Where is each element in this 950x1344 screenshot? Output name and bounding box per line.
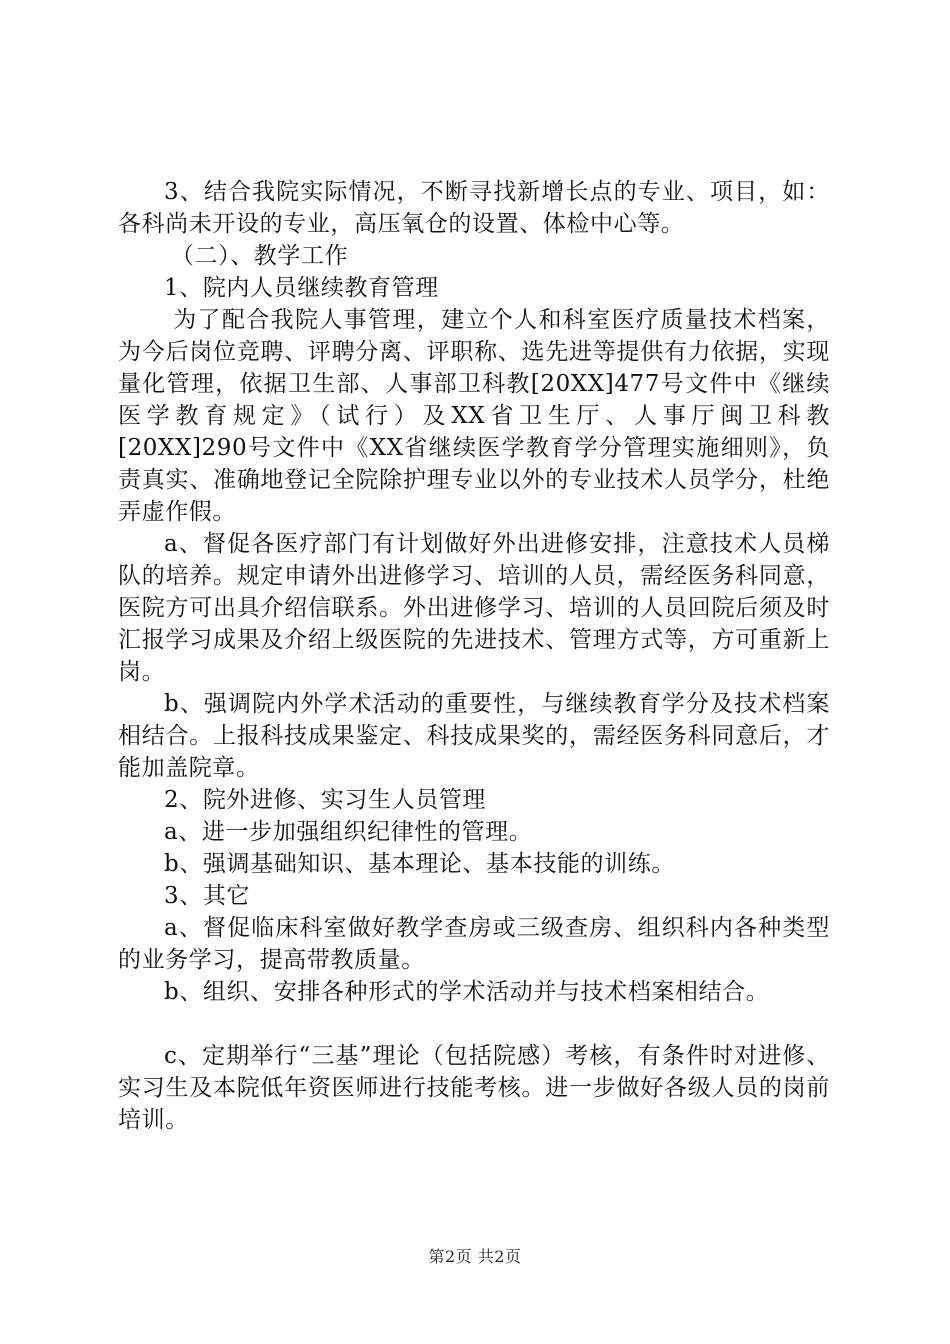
page-footer-indicator: 第2页 共2页 (428, 1247, 522, 1266)
section-heading-teaching: （二）、教学工作 (170, 243, 349, 269)
paragraph-item-b-academic: b、强调院内外学术活动的重要性，与继续教育学分及技术档案相结合。上报科技成果鉴定、科技成果奖的，需经医务科同意后，才能加盖院章。 (118, 691, 830, 781)
subheading-continuing-education: 1、院内人员继续教育管理 (164, 275, 439, 301)
paragraph-item-a-discipline: a、进一步加强组织纪律性的管理。 (164, 819, 533, 845)
subheading-other: 3、其它 (164, 883, 251, 909)
paragraph-item-b-activities: b、组织、安排各种形式的学术活动并与技术档案相结合。 (164, 979, 770, 1005)
subheading-external-trainees: 2、院外进修、实习生人员管理 (164, 787, 487, 813)
paragraph-item-b-basics: b、强调基础知识、基本理论、基本技能的训练。 (164, 851, 675, 877)
paragraph-item-a-training: a、督促各医疗部门有计划做好外出进修安排，注意技术人员梯队的培养。规定申请外出进修学习、培训的人员，需经医务科同意，医院方可出具介绍信联系。外出进修学习、培训的人员回院后须及时汇报学习成果及介绍上级医院的先进技术、管理方式等，方可重新上岗。 (118, 531, 830, 685)
paragraph-item-a-rounds: a、督促临床科室做好教学查房或三级查房、组织科内各种类型的业务学习，提高带教质量。 (118, 915, 830, 973)
paragraph-item-c-assessment: c、定期举行“三基”理论（包括院感）考核，有条件时对进修、实习生及本院低年资医师进行技能考核。进一步做好各级人员的岗前培训。 (118, 1043, 830, 1133)
paragraph-growth-points: 3、结合我院实际情况，不断寻找新增长点的专业、项目，如：各科尚未开设的专业，高压氧仓的设置、体检中心等。 (118, 179, 830, 237)
document-body (118, 176, 830, 1136)
paragraph-credit-management: 为了配合我院人事管理，建立个人和科室医疗质量技术档案，为今后岗位竞聘、评聘分离、评职称、选先进等提供有力依据，实现量化管理，依据卫生部、人事部卫科教[20XX]477号文件中《继续医学教育规定》（试行）及XX省卫生厅、人事厅闽卫科教[20XX]290号文件中《XX省继续医学教育学分管理实施细则》，负责真实、准确地登记全院除护理专业以外的专业技术人员学分，杜绝弄虚作假。 (118, 307, 830, 525)
